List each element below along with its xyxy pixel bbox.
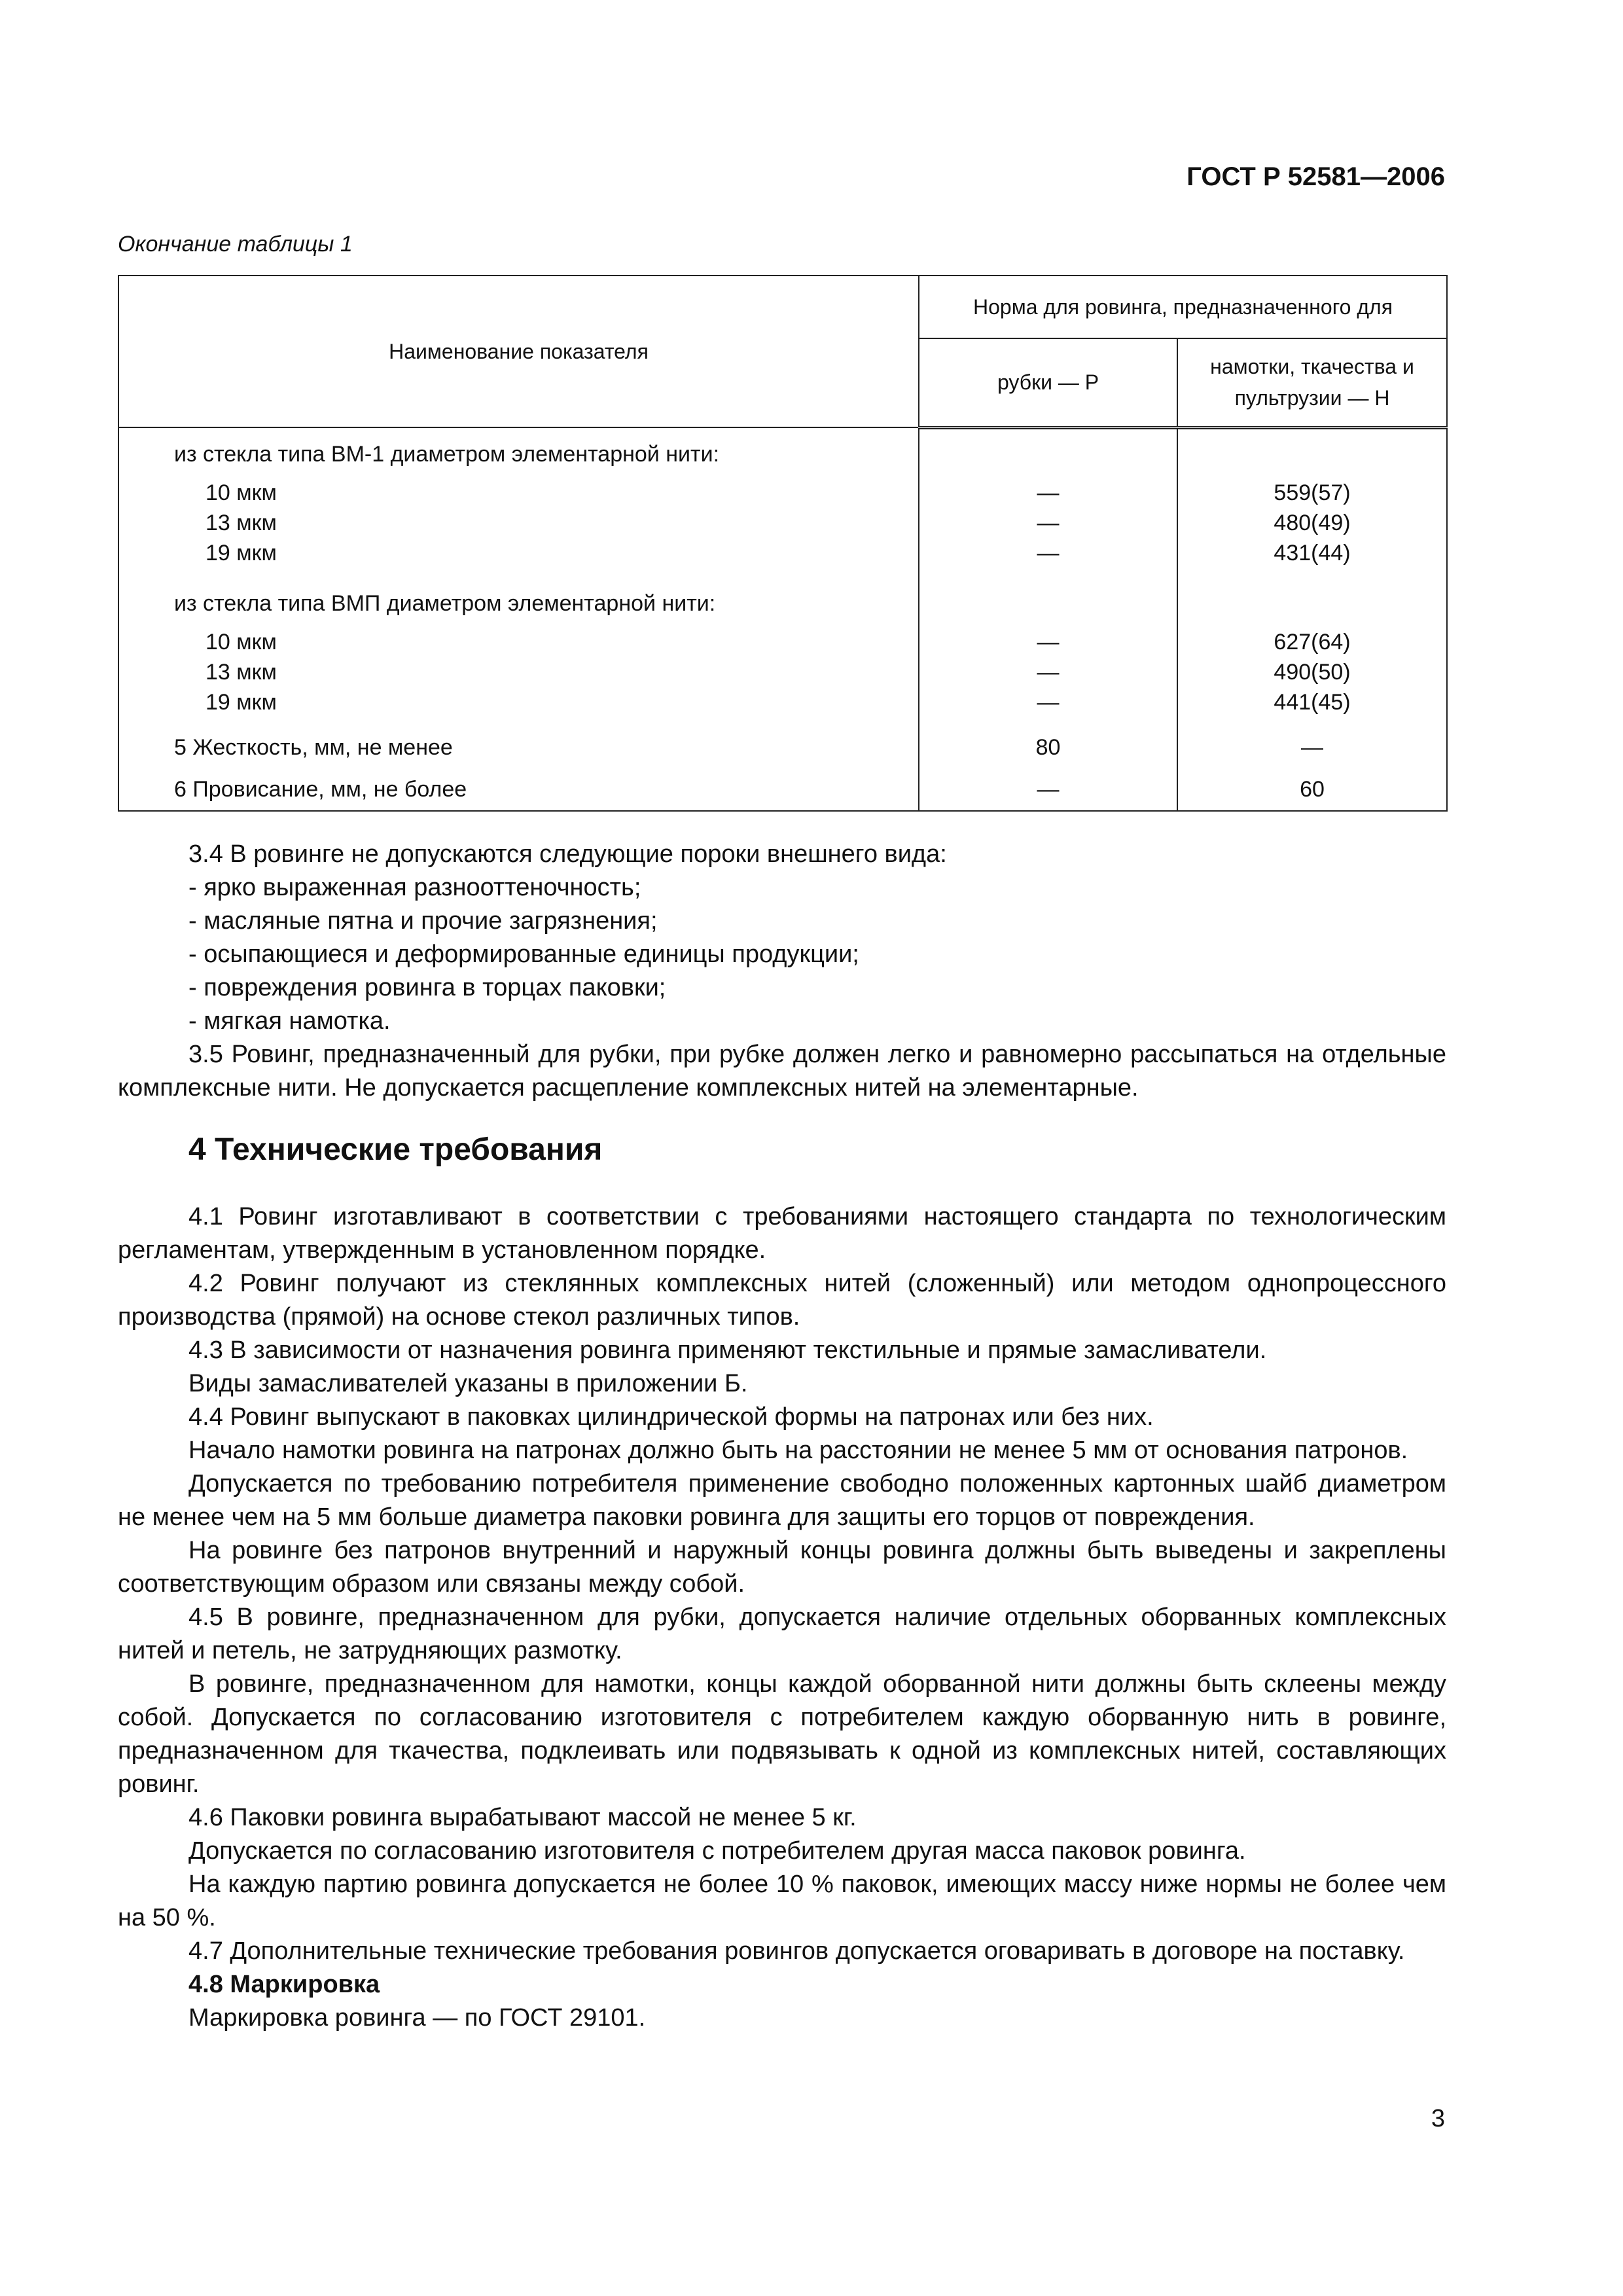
paragraph: Виды замасливателей указаны в приложении Б. bbox=[188, 1370, 748, 1397]
paragraph-3-4: 3.4 В ровинге не допускаются следующие пороки внешнего вида: bbox=[188, 840, 947, 868]
paragraph-4-8: Маркировка ровинга — по ГОСТ 29101. bbox=[188, 2004, 646, 2032]
paragraph-4-2: 4.2 Ровинг получают из стеклянных комплексных нитей (сложенный) или методом однопроцессного производства (прямой) на основе стекол различных типов. bbox=[118, 1270, 1446, 1331]
table-row bbox=[118, 478, 1447, 577]
paragraph-4-5: 4.5 В ровинге, предназначенном для рубки, допускается наличие отдельных оборванных комплексных нитей и петель, не затрудняющих размотку. bbox=[118, 1604, 1446, 1664]
cell-name: 10 мкм 13 мкм 19 мкм bbox=[118, 478, 919, 577]
document-body bbox=[118, 838, 1446, 2035]
cell-name: 5 Жесткость, мм, не менее bbox=[118, 726, 919, 768]
paragraph-4-3: 4.3 В зависимости от назначения ровинга применяют текстильные и прямые замасливатели. bbox=[188, 1336, 1267, 1364]
paragraph-4-7: 4.7 Дополнительные технические требования ровингов допускается оговаривать в договоре на поставку. bbox=[188, 1937, 1405, 1965]
norms-table bbox=[118, 275, 1448, 812]
paragraph: В ровинге, предназначенном для намотки, концы каждой оборванной нити должны быть склеены между собой. Допускается по согласованию изготовителя с потребителем каждую оборванную нить в ровинге, предназначенном для ткачества, подклеивать или подвязывать к одной из комплексных нитей, составляющих ровинг. bbox=[118, 1670, 1446, 1798]
list-item: - повреждения ровинга в торцах паковки; bbox=[188, 974, 666, 1001]
cell-name: 10 мкм 13 мкм 19 мкм bbox=[118, 627, 919, 726]
paragraph-4-6: 4.6 Паковки ровинга вырабатывают массой не менее 5 кг. bbox=[188, 1804, 857, 1831]
cell-name: 6 Провисание, мм, не более bbox=[118, 768, 919, 811]
cell-winding: — bbox=[1177, 726, 1447, 768]
header-norm-group: Норма для ровинга, предназначенного для bbox=[919, 276, 1447, 338]
table-row bbox=[118, 627, 1447, 726]
document-code: ГОСТ Р 52581—2006 bbox=[1186, 162, 1445, 191]
list-item: - масляные пятна и прочие загрязнения; bbox=[188, 907, 658, 935]
paragraph-4-1: 4.1 Ровинг изготавливают в соответствии с требованиями настоящего стандарта по технологическим регламентам, утвержденным в установленном порядке. bbox=[118, 1203, 1446, 1264]
cell-winding: 559(57) 480(49) 431(44) bbox=[1177, 478, 1447, 577]
paragraph: Начало намотки ровинга на патронах должно быть на расстоянии не менее 5 мм от основания патронов. bbox=[188, 1437, 1408, 1464]
group-title: из стекла типа ВМ-1 диаметром элементарной нити: bbox=[118, 427, 919, 478]
section-title: 4 Технические требования bbox=[188, 1132, 603, 1167]
paragraph: На ровинге без патронов внутренний и наружный концы ровинга должны быть выведены и закреплены соответствующим образом или связаны между собой. bbox=[118, 1537, 1446, 1598]
paragraph: Допускается по требованию потребителя применение свободно положенных картонных шайб диаметром не менее чем на 5 мм больше диаметра паковки ровинга для защиты его торцов от повреждения. bbox=[118, 1470, 1446, 1531]
paragraph-4-4: 4.4 Ровинг выпускают в паковках цилиндрической формы на патронах или без них. bbox=[188, 1403, 1154, 1431]
list-item: - мягкая намотка. bbox=[188, 1007, 391, 1035]
subsection-title: 4.8 Маркировка bbox=[188, 1971, 380, 1998]
cell-chopping: — bbox=[919, 768, 1177, 811]
table-row bbox=[118, 768, 1447, 811]
table-row bbox=[118, 427, 1447, 478]
page-number: 3 bbox=[1431, 2105, 1445, 2132]
cell-winding: 60 bbox=[1177, 768, 1447, 811]
group-title: из стекла типа ВМП диаметром элементарной нити: bbox=[118, 577, 919, 627]
cell-winding: 627(64) 490(50) 441(45) bbox=[1177, 627, 1447, 726]
cell-chopping: — — — bbox=[919, 627, 1177, 726]
paragraph: Допускается по согласованию изготовителя с потребителем другая масса паковок ровинга. bbox=[188, 1837, 1246, 1865]
paragraph: На каждую партию ровинга допускается не более 10 % паковок, имеющих массу ниже нормы не более чем на 50 %. bbox=[118, 1871, 1446, 1931]
list-item: - ярко выраженная разнооттеночность; bbox=[188, 874, 641, 901]
table-row bbox=[118, 726, 1447, 768]
cell-chopping: 80 bbox=[919, 726, 1177, 768]
header-chopping: рубки — Р bbox=[919, 338, 1177, 427]
header-winding: намотки, ткачества и пультрузии — Н bbox=[1177, 338, 1447, 427]
list-item: - осыпающиеся и деформированные единицы продукции; bbox=[188, 941, 859, 968]
header-indicator-name: Наименование показателя bbox=[118, 276, 919, 427]
table-caption: Окончание таблицы 1 bbox=[118, 232, 353, 257]
table-row bbox=[118, 577, 1447, 627]
cell-chopping: — — — bbox=[919, 478, 1177, 577]
paragraph-3-5: 3.5 Ровинг, предназначенный для рубки, при рубке должен легко и равномерно рассыпаться на отдельные комплексные нити. Не допускается расщепление комплексных нитей на элементарные. bbox=[118, 1041, 1446, 1102]
